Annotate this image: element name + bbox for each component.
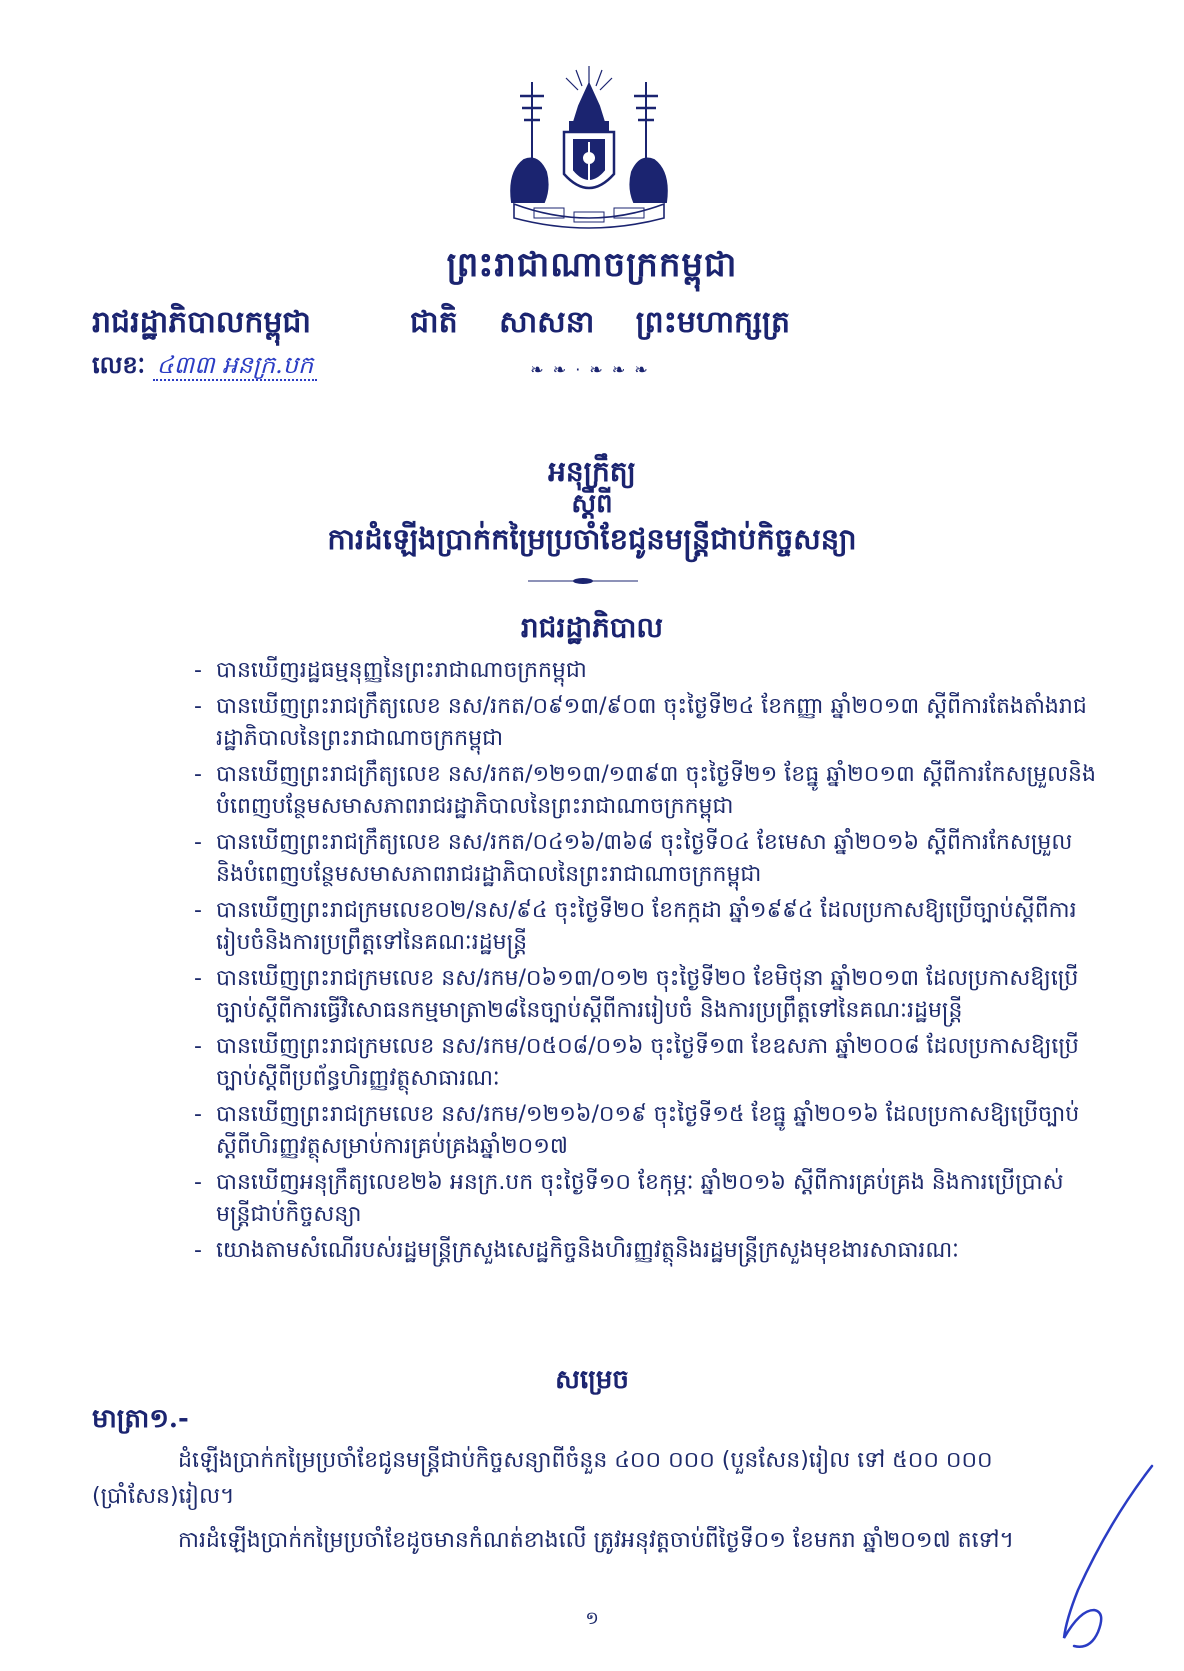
motto-king: ព្រះមហាក្សត្រ [635,305,790,340]
preamble-clauses [198,655,1098,1271]
article-1-heading: មាត្រា១.- [92,1404,189,1434]
reference-label: លេខៈ [92,351,146,379]
signature-mark-icon [1040,1460,1160,1660]
clause-item: - បានឃើញព្រះរាជក្រឹត្យលេខ នស/រកត/០៤១៦/៣៦៨ ចុះថ្ងៃទី០៤ ខែមេសា ឆ្នាំ២០១៦ ស្តីពីការកែសម្រួលនិងបំពេញបន្ថែមសមាសភាពរាជរដ្ឋាភិបាលនៃព្រះរាជាណាចក្រកម្ពុជា [198,827,1098,891]
clause-item: - បានឃើញព្រះរាជក្រមលេខ នស/រកម/១២១៦/០១៩ ចុះថ្ងៃទី១៥ ខែធ្នូ ឆ្នាំ២០១៦ ដែលប្រកាសឱ្យប្រើច្បាប់ស្តីពីហិរញ្ញវត្ថុសម្រាប់ការគ្រប់គ្រងឆ្នាំ២០១៧ [198,1099,1098,1163]
reference-number [92,350,317,385]
title-about: ស្តីពី [571,489,613,519]
title-type: អនុក្រឹត្យ [548,455,636,488]
reference-value: ៤៣៣ អនក្រ.បក [153,351,318,381]
motto-religion: សាសនា [499,305,595,340]
clause-item: - បានឃើញរដ្ឋធម្មនុញ្ញនៃព្រះរាជាណាចក្រកម្ពុជា [198,655,1098,687]
government-name: រាជរដ្ឋាភិបាលកម្ពុជា [92,305,311,340]
clause-item: - បានឃើញព្រះរាជក្រឹត្យលេខ នស/រកត/០៩១៣/៩០៣ ចុះថ្ងៃទី២៤ ខែកញ្ញា ឆ្នាំ២០១៣ ស្តីពីការតែងតាំងរាជរដ្ឋាភិបាលនៃព្រះរាជាណាចក្រកម្ពុជា [198,691,1098,755]
clause-item: - បានឃើញអនុក្រឹត្យលេខ២៦ អនក្រ.បក ចុះថ្ងៃទី១០ ខែកុម្ភៈ ឆ្នាំ២០១៦ ស្តីពីការគ្រប់គ្រង និងការប្រើប្រាស់មន្ត្រីជាប់កិច្ចសន្យា [198,1167,1098,1231]
article-1-paragraph: ដំឡើងប្រាក់កម្រៃប្រចាំខែជូនមន្ត្រីជាប់កិច្ចសន្យាពីចំនួន ៤០០ ០០០ (បួនសែន)រៀល ទៅ ៥០០ ០០០ (ប្រាំសែន)រៀល។ [92,1448,993,1509]
motto-ornament: ❧ ❧ · ❧ ❧ ❧ [530,360,650,379]
clause-item: - បានឃើញព្រះរាជក្រមលេខ០២/នស/៩៤ ចុះថ្ងៃទី២០ ខែកក្កដា ឆ្នាំ១៩៩៤ ដែលប្រកាសឱ្យប្រើច្បាប់ស្តីពីការរៀបចំនិងការប្រព្រឹត្តទៅនៃគណៈរដ្ឋមន្ត្រី [198,895,1098,959]
page-number: ១ [585,1608,599,1629]
kingdom-name: ព្រះរាជាណាចក្រកម្ពុជា [446,245,738,285]
motto-nation: ជាតិ [410,305,458,340]
decision-heading: សម្រេច [555,1365,629,1395]
clause-item: - យោងតាមសំណើរបស់រដ្ឋមន្ត្រីក្រសួងសេដ្ឋកិច្ចនិងហិរញ្ញវត្ថុនិងរដ្ឋមន្ត្រីក្រសួងមុខងារសាធារណៈ [198,1235,1098,1267]
document-title [0,455,1184,559]
royal-coat-of-arms-icon [494,62,684,232]
national-motto [410,303,790,347]
preamble-heading: រាជរដ្ឋាភិបាល [520,611,664,644]
clause-item: - បានឃើញព្រះរាជក្រមលេខ នស/រកម/០៦១៣/០១២ ចុះថ្ងៃទី២០ ខែមិថុនា ឆ្នាំ២០១៣ ដែលប្រកាសឱ្យប្រើច្បាប់ស្តីពីការធ្វើវិសោធនកម្មមាត្រា២៨នៃច្បាប់ស្តីពីការរៀបចំ និងការប្រព្រឹត្តទៅនៃគណៈរដ្ឋមន្ត្រី [198,963,1098,1027]
title-divider-ornament [528,577,638,585]
article-1-paragraph: ការដំឡើងប្រាក់កម្រៃប្រចាំខែដូចមានកំណត់ខាងលើ ត្រូវអនុវត្តចាប់ពីថ្ងៃទី០១ ខែមករា ឆ្នាំ២០១៧ តទៅ។ [178,1528,1014,1553]
title-subject: ការដំឡើងប្រាក់កម្រៃប្រចាំខែជូនមន្ត្រីជាប់កិច្ចសន្យា [327,522,857,556]
clause-item: - បានឃើញព្រះរាជក្រមលេខ នស/រកម/០៥០៨/០១៦ ចុះថ្ងៃទី១៣ ខែឧសភា ឆ្នាំ២០០៨ ដែលប្រកាសឱ្យប្រើច្បាប់ស្តីពីប្រព័ន្ធហិរញ្ញវត្ថុសាធារណៈ [198,1031,1098,1095]
clause-item: - បានឃើញព្រះរាជក្រឹត្យលេខ នស/រកត/១២១៣/១៣៩៣ ចុះថ្ងៃទី២១ ខែធ្នូ ឆ្នាំ២០១៣ ស្តីពីការកែសម្រួលនិងបំពេញបន្ថែមសមាសភាពរាជរដ្ឋាភិបាលនៃព្រះរាជាណាចក្រកម្ពុជា [198,759,1098,823]
